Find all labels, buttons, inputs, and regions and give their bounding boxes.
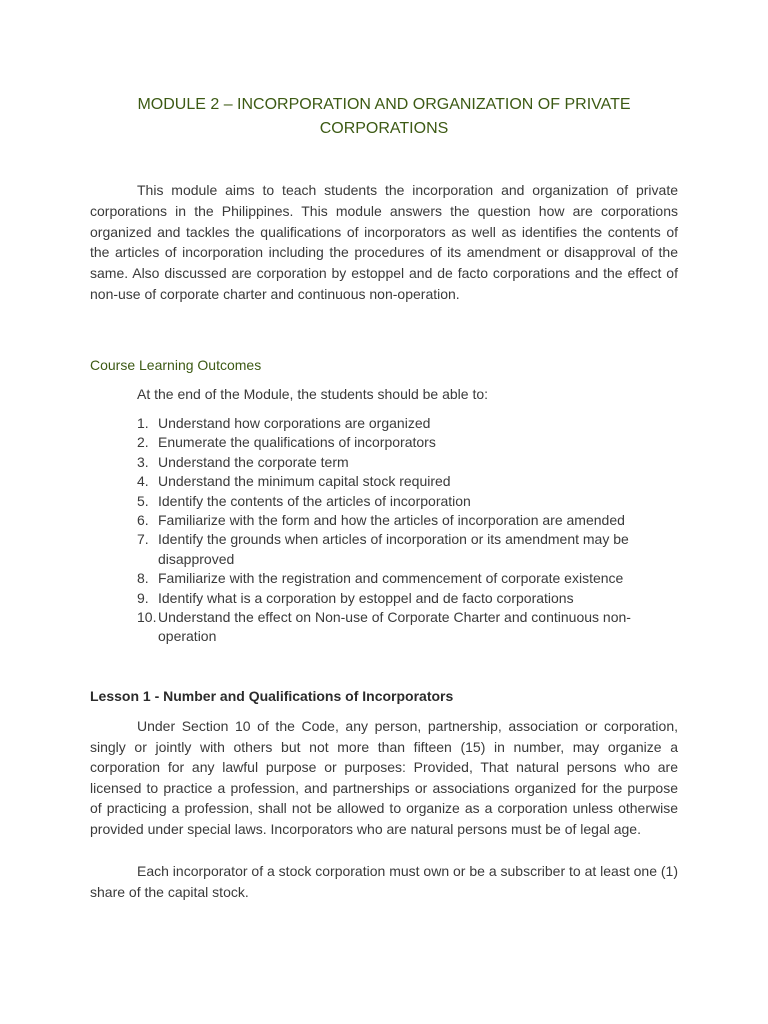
list-item-number: 6. [137,512,149,529]
list-item-text: Familiarize with the form and how the articles of incorporation are amended [158,512,625,529]
outcomes-lead-text: At the end of the Module, the students should be able to: [137,386,489,402]
list-item-number: 9. [137,589,149,606]
list-item-text: Identify the contents of the articles of incorporation [158,492,471,509]
list-item-text: Understand the effect on Non-use of Corporate Charter and continuous non-operation [158,609,631,645]
list-item-number: 4. [137,473,149,490]
list-item-text: Understand the corporate term [158,453,349,470]
list-item [137,414,678,433]
list-item-number: 3. [137,453,149,470]
list-item [137,492,678,511]
list-item [137,608,678,647]
lesson-1-paragraph: Each incorporator of a stock corporation must own or be a subscriber to at least one (1) share of the capital stock. [90,863,678,900]
list-item-number: 10. [137,609,157,626]
list-item-text: Understand the minimum capital stock required [158,473,451,490]
list-item [137,569,678,588]
lesson-1-heading: Lesson 1 - Number and Qualifications of Incorporators [90,688,454,704]
list-item-text: Familiarize with the registration and commencement of corporate existence [158,570,624,587]
module-intro-paragraph: This module aims to teach students the incorporation and organization of private corporations in the Philippines. This module answers the question how are corporations organized and tackles the qualifications of incorporators as well as identifies the contents of the articles of incorporation including the procedures of its amendment or disapproval of the same. Also discussed are corporation by estoppel and de facto corporations and the effect of non-use of corporate charter and continuous non-operation. [90,182,678,302]
list-item-number: 8. [137,570,149,587]
course-learning-outcomes-heading: Course Learning Outcomes [90,357,262,373]
module-title: MODULE 2 – INCORPORATION AND ORGANIZATION OF PRIVATE CORPORATIONS [137,96,631,137]
outcomes-list [137,414,678,647]
list-item [137,433,678,452]
list-item [137,453,678,472]
list-item [137,589,678,608]
list-item-text: Identify what is a corporation by estoppel and de facto corporations [158,589,574,606]
list-item [137,472,678,491]
lesson-1-paragraph: Under Section 10 of the Code, any person, partnership, association or corporation, singly or jointly with others but not more than fifteen (15) in number, may organize a corporation for any lawful purpose or purposes: Provided, That natural persons who are licensed to practice a profession, and partnerships or associations organized for the purpose of practicing a profession, shall not be allowed to organize as a corporation unless otherwise provided under special laws. Incorporators who are natural persons must be of legal age. [90,718,678,837]
list-item [137,511,678,530]
list-item-text: Enumerate the qualifications of incorporators [158,434,436,451]
list-item-number: 1. [137,415,149,431]
list-item [137,530,678,569]
list-item-number: 2. [137,434,149,451]
list-item-text: Understand how corporations are organized [158,415,431,431]
list-item-text: Identify the grounds when articles of incorporation or its amendment may be disapproved [158,531,629,567]
list-item-number: 7. [137,531,149,548]
list-item-number: 5. [137,492,149,509]
